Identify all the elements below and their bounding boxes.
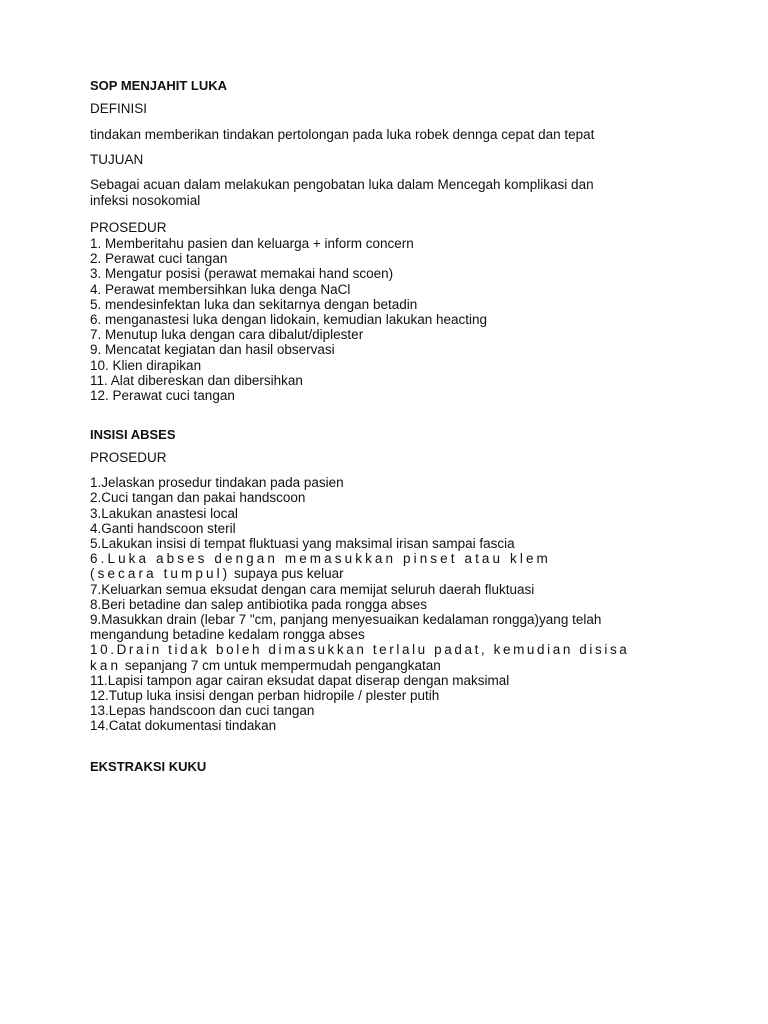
step6-text: supaya pus keluar [230, 566, 344, 582]
section-title-insisi-abses: INSISI ABSES [90, 427, 176, 443]
tujuan-text-line2: infeksi nosokomial [90, 193, 201, 208]
list-item: 12.Tutup luka insisi dengan perban hidropile / plester putih [90, 688, 440, 704]
list-item: 1.Jelaskan prosedur tindakan pada pasien [90, 475, 344, 491]
list-item: 3.Lakukan anastesi local [90, 505, 238, 521]
tujuan-text-line1: Sebagai acuan dalam melakukan pengobatan luka dalam Mencegah komplikasi dan [90, 177, 594, 192]
list-item: 9. Mencatat kegiatan dan hasil observasi [90, 342, 335, 358]
list-item: 10. Klien dirapikan [90, 357, 202, 373]
list-item: 6.Luka abses dengan memasukkan pinset atau klem [90, 551, 551, 567]
tujuan-label: TUJUAN [90, 152, 144, 167]
step10-text: sepanjang 7 cm untuk mempermudah pengangkatan [121, 657, 441, 673]
list-item [90, 566, 720, 581]
list-item: 5. mendesinfektan luka dan sekitarnya dengan betadin [90, 296, 418, 312]
list-item: 3. Mengatur posisi (perawat memakai hand scoen) [90, 266, 394, 282]
list-item: 1. Memberitahu pasien dan keluarga + inform concern [90, 236, 414, 251]
list-item: 11. Alat dibereskan dan dibersihkan [90, 372, 303, 388]
prosedur-label-sop: PROSEDUR [90, 220, 167, 235]
list-item: 4. Perawat membersihkan luka denga NaCl [90, 281, 351, 297]
sop-steps-list [90, 236, 720, 403]
list-item [90, 658, 720, 673]
step6-spaced-text: (secara tumpul) [90, 566, 231, 582]
list-item: 10.Drain tidak boleh dimasukkan terlalu padat, kemudian disisa [90, 642, 630, 658]
list-item: 11.Lapisi tampon agar cairan eksudat dapat diserap dengan maksimal [90, 672, 510, 688]
insisi-steps-list [90, 475, 720, 733]
list-item: mengandung betadine kedalam rongga abses [90, 627, 365, 643]
list-item: 8.Beri betadine dan salep antibiotika pada rongga abses [90, 596, 427, 612]
list-item: 13.Lepas handscoon dan cuci tangan [90, 703, 315, 719]
list-item: 2. Perawat cuci tangan [90, 251, 228, 267]
list-item: 2.Cuci tangan dan pakai handscoon [90, 490, 306, 506]
list-item: 9.Masukkan drain (lebar 7 "cm, panjang menyesuaikan kedalaman rongga)yang telah [90, 612, 602, 628]
definisi-text: tindakan memberikan tindakan pertolongan pada luka robek dennga cepat dan tepat [90, 127, 595, 142]
document-page [90, 78, 720, 775]
step10-spaced-text: kan [90, 657, 122, 673]
list-item: 7. Menutup luka dengan cara dibalut/diplester [90, 327, 364, 343]
list-item: 4.Ganti handscoon steril [90, 520, 236, 536]
list-item: 14.Catat dokumentasi tindakan [90, 718, 277, 734]
section-title-ekstraksi-kuku: EKSTRAKSI KUKU [90, 758, 207, 774]
list-item: 5.Lakukan insisi di tempat fluktuasi yang maksimal irisan sampai fascia [90, 536, 515, 552]
list-item: 7.Keluarkan semua eksudat dengan cara memijat seluruh daerah fluktuasi [90, 581, 535, 597]
prosedur-label-insisi: PROSEDUR [90, 450, 167, 466]
section-title-sop-menjahit-luka: SOP MENJAHIT LUKA [90, 78, 227, 93]
list-item: 12. Perawat cuci tangan [90, 388, 235, 404]
list-item: 6. menganastesi luka dengan lidokain, kemudian lakukan heacting [90, 312, 488, 328]
definisi-label: DEFINISI [90, 101, 148, 116]
